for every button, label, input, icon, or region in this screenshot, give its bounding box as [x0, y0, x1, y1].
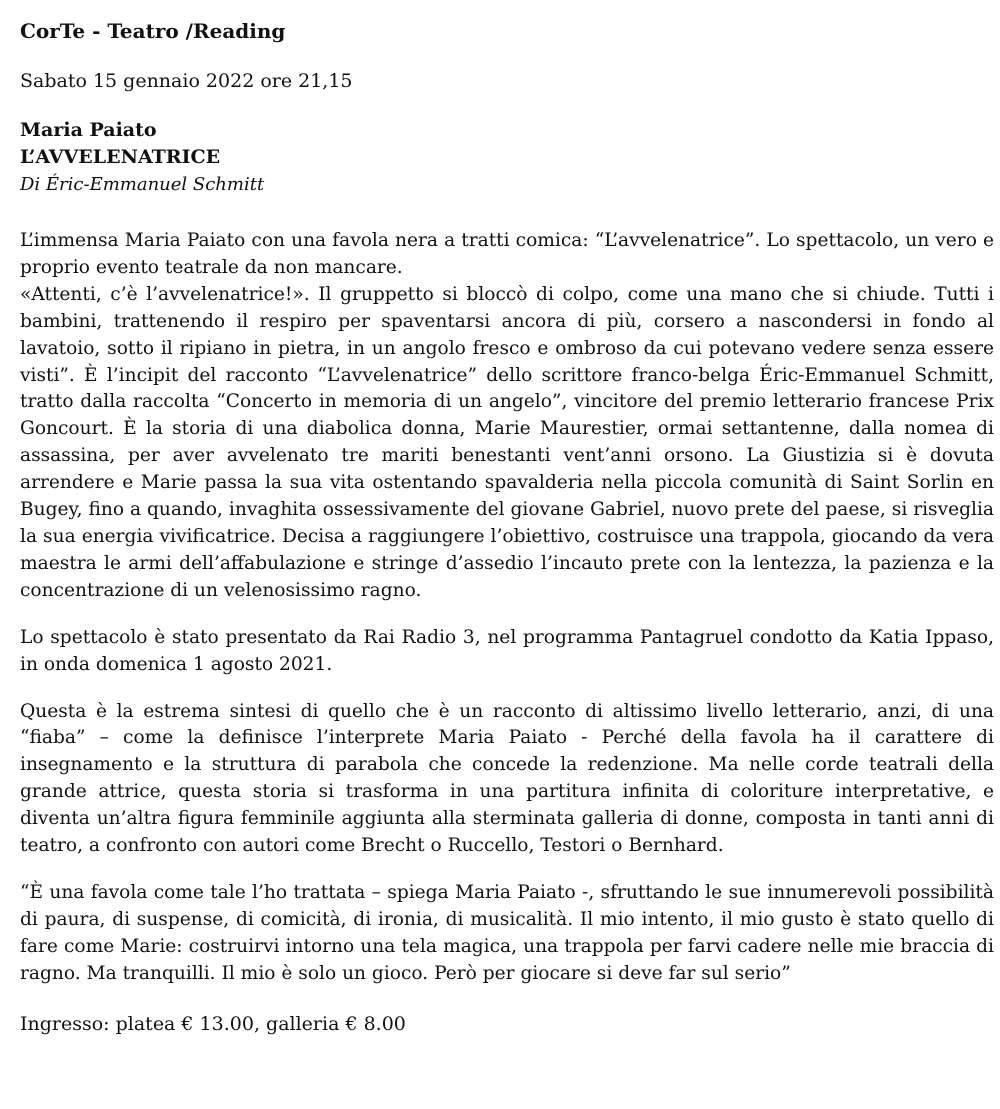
event-date: Sabato 15 gennaio 2022 ore 21,15 — [20, 70, 353, 92]
synthesis-paragraph: Questa è la estrema sintesi di quello che è un racconto di altissimo livello letterario, anzi, di una “fiaba” – come la definisce l’interprete Maria Paiato - Perché della favola ha il carattere di insegnamento e la struttura di parabola che concede la redenzione. Ma nelle corde teatrali della grande attrice, questa storia si trasforma in una partitura infinita di coloriture interpretative, e diventa un’altra figura femminile aggiunta alla sterminata galleria di donne, composta in tanti anni di teatro, a confronto con autori come Brecht o Ruccello, Testori o Bernhard. — [20, 700, 994, 857]
show-title: L’AVVELENATRICE — [20, 146, 221, 168]
quote-paragraph: “È una favola come tale l’ho trattata – spiega Maria Paiato -, sfruttando le sue innumerevoli possibilità di paura, di suspense, di comicità, di ironia, di musicalità. Il mio intento, il mio gusto è stato quello di fare come Marie: costruirvi intorno una tela magica, una trappola per farvi cadere nelle mie braccia di ragno. Ma tranquilli. Il mio è solo un gioco. Però per giocare si deve far sul serio” — [20, 881, 994, 984]
performer-name: Maria Paiato — [20, 119, 157, 141]
ticket-prices: Ingresso: platea € 13.00, galleria € 8.00 — [20, 1012, 406, 1035]
radio-paragraph: Lo spettacolo è stato presentato da Rai Radio 3, nel programma Pantagruel condotto da Katia Ippaso, in onda domenica 1 agosto 2021. — [20, 626, 994, 675]
intro-paragraph: L’immensa Maria Paiato con una favola nera a tratti comica: “L’avvelenatrice”. Lo spettacolo, un vero e proprio evento teatrale da non mancare. — [20, 230, 994, 278]
synopsis-paragraph: «Attenti, c’è l’avvelenatrice!». Il gruppetto si bloccò di colpo, come una mano che si chiude. Tutti i bambini, trattenendo il respiro per spaventarsi ancora di più, corsero a nascondersi in fondo al lavatoio, sotto il ripiano in pietra, in un angolo fresco e ombroso da cui potevano vedere senza essere visti”. È l’incipit del racconto “L’avvelenatrice” dello scrittore franco-belga Éric-Emmanuel Schmitt, tratto dalla raccolta “Concerto in memoria di un angelo”, vincitore del premio letterario francese Prix Goncourt. È la storia di una diabolica donna, Marie Maurestier, ormai settantenne, dalla nomea di assassina, per aver avvelenato tre mariti benestanti vent’anni orsono. La Giustizia si è dovuta arrendere e Marie passa la sua vita ostentando spavalderia nella piccola comunità di Saint Sorlin en Bugey, fino a quando, invaghita ossessivamente del giovane Gabriel, nuovo prete del paese, si risveglia la sua energia vivificatrice. Decisa a raggiungere l’obiettivo, costruisce una trappola, giocando da vera maestra le armi dell’affabulazione e stringe d’assedio l’incauto prete con la lentezza, la pazienza e la concentrazione di un velenosissimo ragno. — [20, 283, 994, 601]
show-title-block — [20, 117, 994, 198]
section-heading: CorTe - Teatro /Reading — [20, 19, 286, 43]
show-author: Di Éric-Emmanuel Schmitt — [20, 174, 265, 195]
